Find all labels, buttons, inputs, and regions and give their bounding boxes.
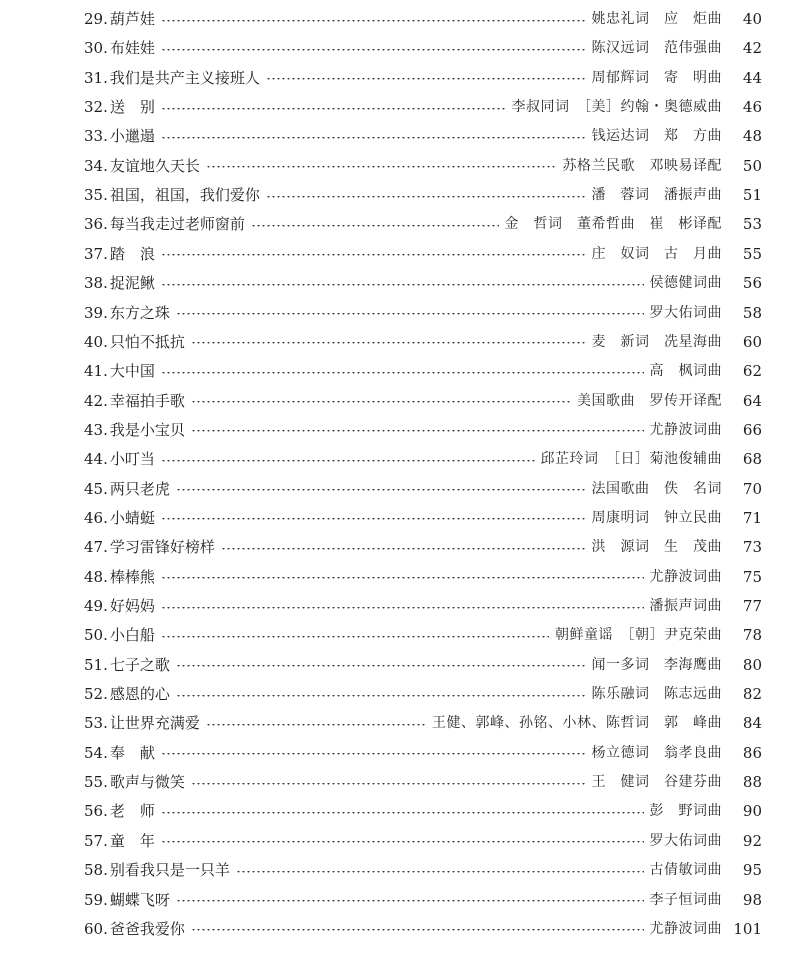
lyricist-composer-credit: 潘振声词曲 [649, 598, 722, 614]
page-number: 73 [742, 538, 762, 557]
entry-number: 30. [84, 39, 108, 58]
lyricist-composer-credit: 尤静波词曲 [649, 920, 722, 937]
song-title: 学习雷锋好榜样 [109, 538, 215, 557]
toc-entry[interactable] [84, 826, 762, 856]
page-number: 86 [742, 743, 762, 762]
dot-leader [161, 372, 644, 375]
dot-leader [161, 284, 644, 287]
entry-number: 54. [84, 743, 108, 762]
song-title: 我们是共产主义接班人 [109, 68, 260, 87]
dot-leader [206, 724, 426, 727]
page-number: 82 [742, 685, 762, 704]
lyricist-composer-credit: 邱芷玲词 ［日］菊池俊辅曲 [540, 451, 722, 468]
entry-number: 51. [84, 655, 108, 674]
entry-number: 34. [84, 156, 108, 175]
dot-leader [176, 695, 586, 698]
lyricist-composer-credit: 李子恒词曲 [649, 891, 722, 908]
entry-number: 29. [84, 10, 108, 28]
lyricist-composer-credit: 周康明词 钟立民曲 [591, 509, 722, 526]
dot-leader [161, 753, 586, 756]
toc-entry[interactable] [84, 855, 762, 885]
dot-leader [161, 20, 586, 23]
entry-number: 60. [84, 919, 108, 938]
dot-leader [191, 929, 644, 932]
toc-entry[interactable] [84, 708, 762, 738]
song-title: 棒棒熊 [109, 567, 155, 586]
song-title: 布娃娃 [109, 39, 155, 58]
lyricist-composer-credit: 杨立德词 翁孝良曲 [591, 744, 722, 761]
lyricist-composer-credit: 庄 奴词 古 月曲 [591, 245, 722, 262]
song-title: 感恩的心 [109, 685, 170, 704]
dot-leader [176, 489, 586, 492]
page-number: 55 [742, 244, 762, 263]
dot-leader [161, 460, 535, 463]
page-number: 90 [742, 802, 762, 821]
entry-number: 50. [84, 626, 108, 645]
lyricist-composer-credit: 彭 野词曲 [649, 803, 722, 820]
toc-entry[interactable] [84, 386, 762, 416]
toc-entry[interactable] [84, 415, 762, 445]
dot-leader [191, 401, 571, 404]
toc-entry[interactable] [84, 738, 762, 768]
song-title: 小邋遢 [109, 127, 155, 146]
dot-leader [191, 783, 586, 786]
entry-number: 31. [84, 68, 108, 87]
dot-leader [161, 841, 644, 844]
toc-entry[interactable] [84, 503, 762, 533]
toc-entry[interactable] [84, 444, 762, 474]
dot-leader [266, 78, 586, 81]
page-number: 46 [742, 98, 762, 117]
page-number: 92 [742, 831, 762, 850]
song-title: 童 年 [109, 831, 155, 850]
toc-entry[interactable] [84, 650, 762, 680]
entry-number: 38. [84, 274, 108, 293]
toc-entry[interactable] [84, 914, 762, 944]
entry-number: 53. [84, 714, 108, 733]
dot-leader [161, 636, 549, 639]
dot-leader [161, 518, 586, 521]
entry-number: 56. [84, 802, 108, 821]
song-title: 东方之珠 [109, 303, 170, 322]
entry-number: 48. [84, 567, 108, 586]
toc-entry[interactable] [84, 33, 762, 63]
page-number: 78 [742, 626, 762, 645]
song-title: 踏 浪 [109, 244, 155, 263]
dot-leader [161, 607, 644, 610]
lyricist-composer-credit: 麦 新词 冼星海曲 [591, 333, 722, 350]
lyricist-composer-credit: 金 哲词 董希哲曲 崔 彬译配 [504, 216, 722, 233]
song-title: 我是小宝贝 [109, 420, 185, 439]
song-title: 小白船 [109, 626, 155, 645]
entry-number: 39. [84, 303, 108, 322]
lyricist-composer-credit: 古倩敏词曲 [649, 862, 722, 879]
entry-number: 59. [84, 890, 108, 909]
lyricist-composer-credit: 朝鲜童谣 ［朝］尹克荣曲 [555, 627, 722, 644]
toc-entry[interactable] [84, 121, 762, 151]
toc-entry[interactable] [84, 63, 762, 93]
toc-entry[interactable] [84, 562, 762, 592]
lyricist-composer-credit: 洪 源词 生 茂曲 [591, 539, 722, 556]
page-number: 80 [742, 655, 762, 674]
toc-entry[interactable] [84, 532, 762, 562]
lyricist-composer-credit: 周郁辉词 寄 明曲 [591, 69, 722, 86]
page-number: 56 [742, 274, 762, 293]
dot-leader [266, 196, 586, 199]
dot-leader [161, 49, 586, 52]
toc-entry[interactable] [84, 92, 762, 122]
lyricist-composer-credit: 法国歌曲 佚 名词 [591, 480, 722, 497]
lyricist-composer-credit: 罗大佑词曲 [649, 304, 722, 321]
page-number: 62 [742, 362, 762, 381]
dot-leader [161, 108, 506, 111]
song-title: 好妈妈 [109, 597, 155, 615]
toc-entry[interactable] [84, 767, 762, 797]
song-title: 蝴蝶飞呀 [109, 890, 170, 909]
page-number: 101 [733, 919, 762, 938]
dot-leader [161, 137, 586, 140]
entry-number: 49. [84, 597, 108, 615]
dot-leader [236, 871, 644, 874]
toc-entry[interactable] [84, 679, 762, 709]
toc-entry[interactable] [84, 591, 762, 621]
toc-entry[interactable] [84, 209, 762, 239]
song-title: 小蜻蜓 [109, 508, 155, 527]
page-number: 88 [742, 773, 762, 792]
dot-leader [176, 665, 586, 668]
toc-entry[interactable] [84, 620, 762, 650]
lyricist-composer-credit: 美国歌曲 罗传开译配 [577, 392, 722, 409]
toc-entry[interactable] [84, 151, 762, 181]
page-number: 77 [742, 597, 762, 615]
dot-leader [251, 225, 499, 228]
page-number: 71 [742, 508, 762, 527]
lyricist-composer-credit: 钱运达词 郑 方曲 [591, 128, 722, 145]
song-title: 大中国 [109, 362, 155, 381]
page-number: 51 [742, 186, 762, 205]
page-number: 70 [742, 479, 762, 498]
song-title: 爸爸我爱你 [109, 919, 185, 938]
song-title: 两只老虎 [109, 479, 170, 498]
entry-number: 37. [84, 244, 108, 263]
song-title: 每当我走过老师窗前 [109, 215, 245, 234]
page-number: 48 [742, 127, 762, 146]
lyricist-composer-credit: 陈乐融词 陈志远曲 [591, 686, 722, 703]
lyricist-composer-credit: 尤静波词曲 [649, 421, 722, 438]
song-title: 祖国，祖国，我们爱你 [109, 186, 260, 205]
entry-number: 33. [84, 127, 108, 146]
dot-leader [161, 577, 644, 580]
song-title: 友谊地久天长 [109, 156, 200, 175]
dot-leader [176, 313, 644, 316]
toc-entry[interactable] [84, 298, 762, 328]
toc-entry[interactable] [84, 180, 762, 210]
page-number: 75 [742, 567, 762, 586]
page-number: 53 [742, 215, 762, 234]
page-number: 66 [742, 420, 762, 439]
entry-number: 32. [84, 98, 108, 117]
lyricist-composer-credit: 潘 蓉词 潘振声曲 [591, 187, 722, 204]
lyricist-composer-credit: 闻一多词 李海鹰曲 [591, 656, 722, 673]
song-title: 只怕不抵抗 [109, 332, 185, 351]
lyricist-composer-credit: 侯德健词曲 [649, 275, 722, 292]
entry-number: 45. [84, 479, 108, 498]
toc-entry[interactable] [84, 885, 762, 915]
entry-number: 40. [84, 332, 108, 351]
lyricist-composer-credit: 高 枫词曲 [649, 363, 722, 380]
page-number: 58 [742, 303, 762, 322]
page-number: 42 [742, 39, 762, 58]
page-number: 50 [742, 156, 762, 175]
song-title: 幸福拍手歌 [109, 391, 185, 410]
lyricist-composer-credit: 王 健词 谷建芬曲 [591, 774, 722, 791]
lyricist-composer-credit: 李叔同词 ［美］约翰・奥德威曲 [511, 99, 722, 116]
song-title: 让世界充满爱 [109, 714, 200, 733]
page-number: 84 [742, 714, 762, 733]
dot-leader [161, 812, 644, 815]
lyricist-composer-credit: 陈汉远词 范伟强曲 [591, 40, 722, 57]
song-title: 葫芦娃 [109, 10, 155, 28]
dot-leader [161, 254, 586, 257]
song-title: 奉 献 [109, 743, 155, 762]
song-title: 七子之歌 [109, 655, 170, 674]
lyricist-composer-credit: 罗大佑词曲 [649, 832, 722, 849]
dot-leader [206, 166, 557, 169]
toc-entry[interactable] [84, 268, 762, 298]
dot-leader [221, 548, 586, 551]
song-title: 老 师 [109, 802, 155, 821]
entry-number: 35. [84, 186, 108, 205]
page-number: 68 [742, 450, 762, 469]
toc-entry[interactable] [84, 239, 762, 269]
toc-entry[interactable] [84, 4, 762, 34]
toc-entry[interactable] [84, 796, 762, 826]
toc-entry[interactable] [84, 327, 762, 357]
entry-number: 42. [84, 391, 108, 410]
dot-leader [191, 430, 644, 433]
entry-number: 52. [84, 685, 108, 704]
entry-number: 44. [84, 450, 108, 469]
song-title: 歌声与微笑 [109, 773, 185, 792]
dot-leader [176, 900, 644, 903]
song-title: 送 别 [109, 98, 155, 117]
lyricist-composer-credit: 王健、郭峰、孙铭、小林、陈哲词 郭 峰曲 [432, 715, 722, 732]
page-number: 64 [742, 391, 762, 410]
song-title: 小叮当 [109, 450, 155, 469]
lyricist-composer-credit: 尤静波词曲 [649, 568, 722, 585]
entry-number: 46. [84, 508, 108, 527]
entry-number: 47. [84, 538, 108, 557]
entry-number: 57. [84, 831, 108, 850]
page-number: 40 [742, 10, 762, 28]
song-title: 捉泥鳅 [109, 274, 155, 293]
page-number: 60 [742, 332, 762, 351]
entry-number: 58. [84, 861, 108, 880]
entry-number: 36. [84, 215, 108, 234]
toc-entry[interactable] [84, 474, 762, 504]
page-number: 44 [742, 68, 762, 87]
song-title: 别看我只是一只羊 [109, 861, 230, 880]
lyricist-composer-credit: 姚忠礼词 应 炬曲 [591, 11, 722, 27]
toc-entry[interactable] [84, 356, 762, 386]
page-number: 98 [742, 890, 762, 909]
entry-number: 55. [84, 773, 108, 792]
page-number: 95 [742, 861, 762, 880]
entry-number: 43. [84, 420, 108, 439]
lyricist-composer-credit: 苏格兰民歌 邓映易译配 [562, 157, 722, 174]
dot-leader [191, 342, 586, 345]
entry-number: 41. [84, 362, 108, 381]
